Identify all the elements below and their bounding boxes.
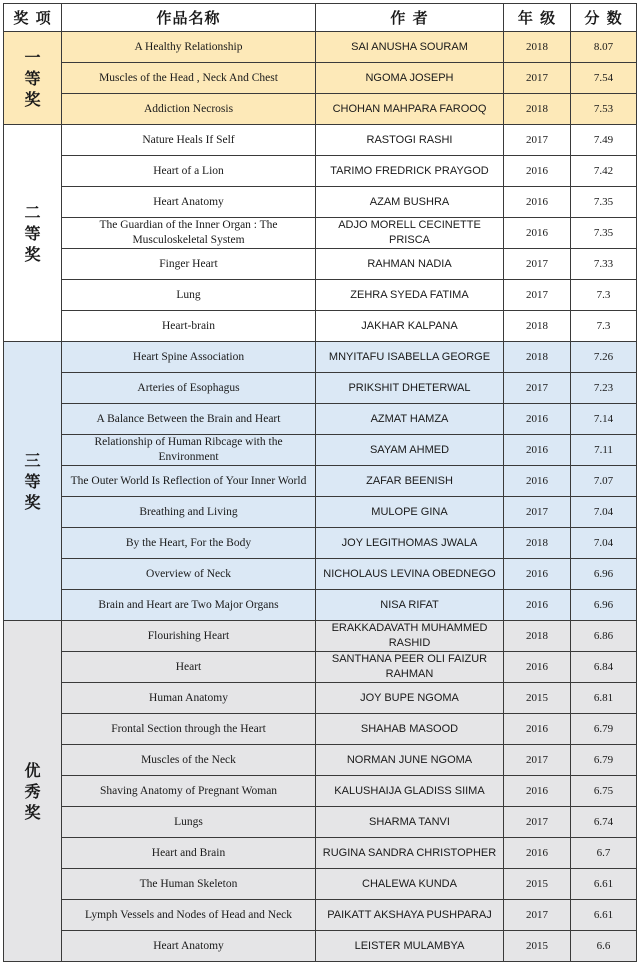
table-row bbox=[4, 187, 637, 218]
table-row bbox=[4, 466, 637, 497]
table-row bbox=[4, 63, 637, 94]
score-value: 7.07 bbox=[571, 466, 637, 497]
table-row bbox=[4, 559, 637, 590]
author-name: SHARMA TANVI bbox=[316, 807, 504, 838]
table-row bbox=[4, 683, 637, 714]
award-group-char: 奖 bbox=[24, 802, 41, 822]
work-title: Finger Heart bbox=[62, 249, 316, 280]
work-title: Addiction Necrosis bbox=[62, 94, 316, 125]
work-title: A Healthy Relationship bbox=[62, 32, 316, 63]
author-name: ZEHRA SYEDA FATIMA bbox=[316, 280, 504, 311]
table-row bbox=[4, 156, 637, 187]
score-value: 7.3 bbox=[571, 311, 637, 342]
score-value: 6.75 bbox=[571, 776, 637, 807]
work-title: Frontal Section through the Heart bbox=[62, 714, 316, 745]
table-row bbox=[4, 869, 637, 900]
table-body bbox=[4, 32, 637, 962]
award-group-char: 等 bbox=[24, 68, 41, 88]
grade-year: 2015 bbox=[504, 931, 571, 962]
grade-year: 2017 bbox=[504, 373, 571, 404]
award-group-char: 一 bbox=[24, 47, 41, 67]
award-group-char: 秀 bbox=[24, 781, 41, 801]
score-value: 6.61 bbox=[571, 900, 637, 931]
grade-year: 2018 bbox=[504, 311, 571, 342]
table-row bbox=[4, 311, 637, 342]
table-row bbox=[4, 249, 637, 280]
table-row bbox=[4, 652, 637, 683]
table-row bbox=[4, 745, 637, 776]
header-title: 作品名称 bbox=[62, 4, 316, 32]
grade-year: 2016 bbox=[504, 404, 571, 435]
score-value: 7.35 bbox=[571, 218, 637, 249]
award-group-label bbox=[4, 621, 62, 962]
award-group-char: 三 bbox=[24, 450, 41, 470]
table-row bbox=[4, 497, 637, 528]
author-name: RUGINA SANDRA CHRISTOPHER bbox=[316, 838, 504, 869]
work-title: Muscles of the Head , Neck And Chest bbox=[62, 63, 316, 94]
work-title: The Human Skeleton bbox=[62, 869, 316, 900]
grade-year: 2018 bbox=[504, 32, 571, 63]
grade-year: 2017 bbox=[504, 497, 571, 528]
header-score: 分 数 bbox=[571, 4, 637, 32]
work-title: Heart and Brain bbox=[62, 838, 316, 869]
grade-year: 2018 bbox=[504, 621, 571, 652]
score-value: 7.3 bbox=[571, 280, 637, 311]
grade-year: 2017 bbox=[504, 280, 571, 311]
grade-year: 2016 bbox=[504, 187, 571, 218]
award-group-char: 二 bbox=[24, 202, 41, 222]
grade-year: 2015 bbox=[504, 683, 571, 714]
table-row bbox=[4, 528, 637, 559]
author-name: ZAFAR BEENISH bbox=[316, 466, 504, 497]
work-title: Relationship of Human Ribcage with the Environment bbox=[62, 435, 316, 466]
score-value: 7.54 bbox=[571, 63, 637, 94]
work-title: Heart bbox=[62, 652, 316, 683]
author-name: KALUSHAIJA GLADISS SIIMA bbox=[316, 776, 504, 807]
author-name: TARIMO FREDRICK PRAYGOD bbox=[316, 156, 504, 187]
award-group-label bbox=[4, 125, 62, 342]
score-value: 7.49 bbox=[571, 125, 637, 156]
table-row bbox=[4, 900, 637, 931]
author-name: RASTOGI RASHI bbox=[316, 125, 504, 156]
score-value: 6.86 bbox=[571, 621, 637, 652]
grade-year: 2017 bbox=[504, 249, 571, 280]
author-name: CHALEWA KUNDA bbox=[316, 869, 504, 900]
score-value: 6.81 bbox=[571, 683, 637, 714]
author-name: ADJO MORELL CECINETTE PRISCA bbox=[316, 218, 504, 249]
award-group-label bbox=[4, 342, 62, 621]
work-title: Heart-brain bbox=[62, 311, 316, 342]
grade-year: 2016 bbox=[504, 156, 571, 187]
award-group-char: 奖 bbox=[24, 492, 41, 512]
table-row bbox=[4, 435, 637, 466]
table-row bbox=[4, 342, 637, 373]
score-value: 7.23 bbox=[571, 373, 637, 404]
score-value: 6.74 bbox=[571, 807, 637, 838]
header-row bbox=[4, 4, 637, 32]
grade-year: 2018 bbox=[504, 342, 571, 373]
work-title: Arteries of Esophagus bbox=[62, 373, 316, 404]
score-value: 7.04 bbox=[571, 528, 637, 559]
author-name: SHAHAB MASOOD bbox=[316, 714, 504, 745]
work-title: Heart of a Lion bbox=[62, 156, 316, 187]
award-group-char: 等 bbox=[24, 471, 41, 491]
score-value: 6.84 bbox=[571, 652, 637, 683]
author-name: SAI ANUSHA SOURAM bbox=[316, 32, 504, 63]
table-row bbox=[4, 714, 637, 745]
grade-year: 2017 bbox=[504, 63, 571, 94]
work-title: Heart Anatomy bbox=[62, 187, 316, 218]
table-row bbox=[4, 94, 637, 125]
table-row bbox=[4, 280, 637, 311]
header-grade: 年 级 bbox=[504, 4, 571, 32]
grade-year: 2017 bbox=[504, 125, 571, 156]
grade-year: 2015 bbox=[504, 869, 571, 900]
award-group-char: 等 bbox=[24, 223, 41, 243]
grade-year: 2017 bbox=[504, 900, 571, 931]
grade-year: 2016 bbox=[504, 590, 571, 621]
author-name: NORMAN JUNE NGOMA bbox=[316, 745, 504, 776]
work-title: The Outer World Is Reflection of Your Inner World bbox=[62, 466, 316, 497]
table-row bbox=[4, 776, 637, 807]
author-name: PRIKSHIT DHETERWAL bbox=[316, 373, 504, 404]
table-row bbox=[4, 218, 637, 249]
work-title: Heart Spine Association bbox=[62, 342, 316, 373]
score-value: 6.61 bbox=[571, 869, 637, 900]
score-value: 7.33 bbox=[571, 249, 637, 280]
score-value: 6.79 bbox=[571, 745, 637, 776]
grade-year: 2016 bbox=[504, 466, 571, 497]
author-name: JOY LEGITHOMAS JWALA bbox=[316, 528, 504, 559]
work-title: Breathing and Living bbox=[62, 497, 316, 528]
grade-year: 2018 bbox=[504, 94, 571, 125]
score-value: 7.14 bbox=[571, 404, 637, 435]
header-author: 作 者 bbox=[316, 4, 504, 32]
score-value: 6.96 bbox=[571, 590, 637, 621]
table-row bbox=[4, 838, 637, 869]
work-title: A Balance Between the Brain and Heart bbox=[62, 404, 316, 435]
award-group-char: 奖 bbox=[24, 244, 41, 264]
table-row bbox=[4, 32, 637, 63]
author-name: NICHOLAUS LEVINA OBEDNEGO bbox=[316, 559, 504, 590]
grade-year: 2017 bbox=[504, 745, 571, 776]
work-title: Lymph Vessels and Nodes of Head and Neck bbox=[62, 900, 316, 931]
work-title: Heart Anatomy bbox=[62, 931, 316, 962]
work-title: Lungs bbox=[62, 807, 316, 838]
author-name: NISA RIFAT bbox=[316, 590, 504, 621]
award-group-char: 奖 bbox=[24, 89, 41, 109]
grade-year: 2016 bbox=[504, 559, 571, 590]
header-award: 奖 项 bbox=[4, 4, 62, 32]
table-row bbox=[4, 621, 637, 652]
score-value: 8.07 bbox=[571, 32, 637, 63]
score-value: 7.53 bbox=[571, 94, 637, 125]
grade-year: 2016 bbox=[504, 776, 571, 807]
grade-year: 2016 bbox=[504, 435, 571, 466]
author-name: SAYAM AHMED bbox=[316, 435, 504, 466]
table-row bbox=[4, 931, 637, 962]
author-name: MNYITAFU ISABELLA GEORGE bbox=[316, 342, 504, 373]
award-table bbox=[3, 3, 637, 962]
author-name: NGOMA JOSEPH bbox=[316, 63, 504, 94]
work-title: Overview of Neck bbox=[62, 559, 316, 590]
grade-year: 2016 bbox=[504, 652, 571, 683]
author-name: CHOHAN MAHPARA FAROOQ bbox=[316, 94, 504, 125]
work-title: Brain and Heart are Two Major Organs bbox=[62, 590, 316, 621]
work-title: By the Heart, For the Body bbox=[62, 528, 316, 559]
score-value: 7.04 bbox=[571, 497, 637, 528]
work-title: Flourishing Heart bbox=[62, 621, 316, 652]
table-row bbox=[4, 373, 637, 404]
work-title: Shaving Anatomy of Pregnant Woman bbox=[62, 776, 316, 807]
grade-year: 2016 bbox=[504, 714, 571, 745]
work-title: Lung bbox=[62, 280, 316, 311]
grade-year: 2016 bbox=[504, 838, 571, 869]
work-title: Muscles of the Neck bbox=[62, 745, 316, 776]
author-name: JAKHAR KALPANA bbox=[316, 311, 504, 342]
work-title: Human Anatomy bbox=[62, 683, 316, 714]
author-name: JOY BUPE NGOMA bbox=[316, 683, 504, 714]
table-row bbox=[4, 404, 637, 435]
author-name: PAIKATT AKSHAYA PUSHPARAJ bbox=[316, 900, 504, 931]
author-name: RAHMAN NADIA bbox=[316, 249, 504, 280]
work-title: Nature Heals If Self bbox=[62, 125, 316, 156]
score-value: 7.26 bbox=[571, 342, 637, 373]
author-name: AZAM BUSHRA bbox=[316, 187, 504, 218]
table-row bbox=[4, 807, 637, 838]
award-group-char: 优 bbox=[24, 760, 41, 780]
work-title: The Guardian of the Inner Organ : The Musculoskeletal System bbox=[62, 218, 316, 249]
author-name: AZMAT HAMZA bbox=[316, 404, 504, 435]
table-row bbox=[4, 125, 637, 156]
score-value: 7.35 bbox=[571, 187, 637, 218]
score-value: 6.6 bbox=[571, 931, 637, 962]
award-group-label bbox=[4, 32, 62, 125]
score-value: 6.79 bbox=[571, 714, 637, 745]
author-name: LEISTER MULAMBYA bbox=[316, 931, 504, 962]
author-name: SANTHANA PEER OLI FAIZUR RAHMAN bbox=[316, 652, 504, 683]
score-value: 7.11 bbox=[571, 435, 637, 466]
author-name: ERAKKADAVATH MUHAMMED RASHID bbox=[316, 621, 504, 652]
author-name: MULOPE GINA bbox=[316, 497, 504, 528]
score-value: 7.42 bbox=[571, 156, 637, 187]
grade-year: 2016 bbox=[504, 218, 571, 249]
score-value: 6.7 bbox=[571, 838, 637, 869]
table-row bbox=[4, 590, 637, 621]
grade-year: 2017 bbox=[504, 807, 571, 838]
grade-year: 2018 bbox=[504, 528, 571, 559]
score-value: 6.96 bbox=[571, 559, 637, 590]
